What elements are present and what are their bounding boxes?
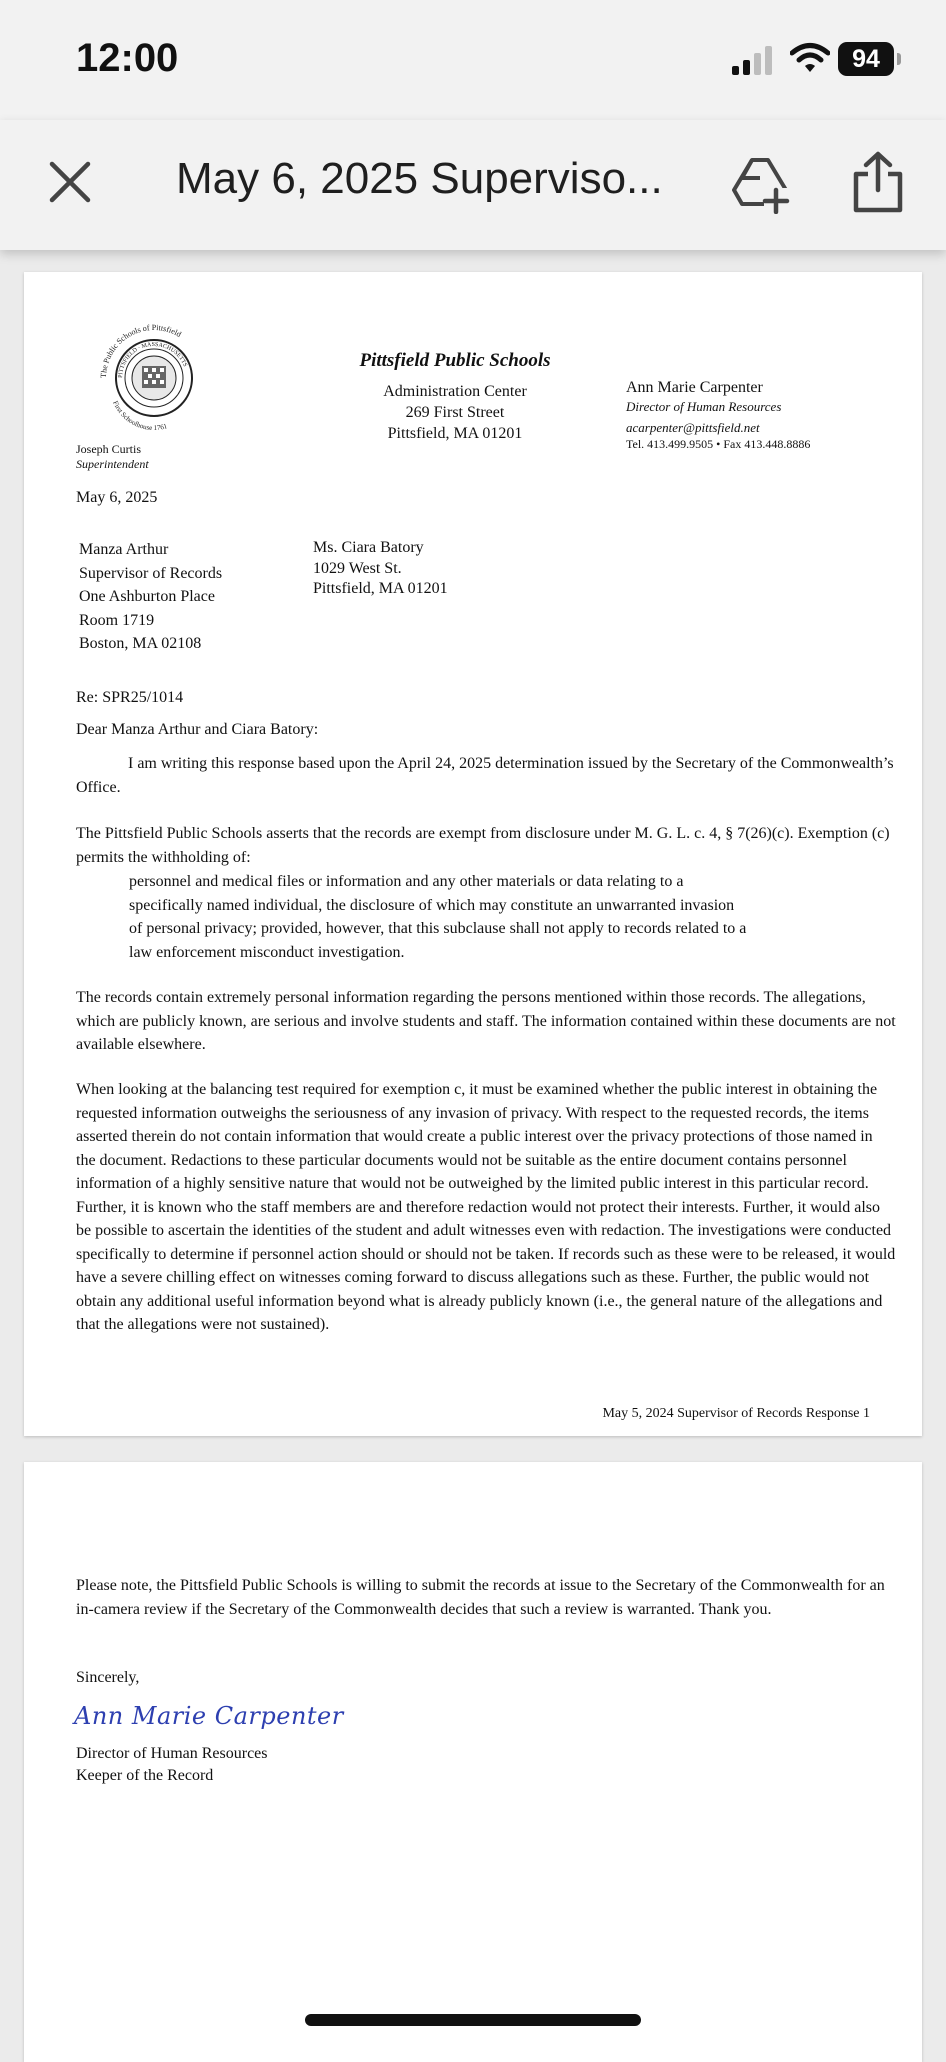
director-phone: Tel. 413.499.9505 • Fax 413.448.8886 xyxy=(626,437,811,451)
seal-text-bottom: First Schoolhouse 1761 xyxy=(111,399,169,433)
document-page-2 xyxy=(24,1462,922,2062)
statute-quote: personnel and medical files or information and any other materials or data relating to a specifically named individual, the disclosure of which may constitute an unwarranted invasion of personal privacy; provided, however, that this subclause shall not apply to records related to a law enforcement misconduct investigation. xyxy=(129,873,747,961)
seal-text-ring: PITTSFIELD · MASSACHUSETTS xyxy=(117,341,188,379)
re-line: Re: SPR25/1014 xyxy=(76,689,184,706)
status-time: 12:00 xyxy=(76,36,179,80)
share-icon[interactable] xyxy=(850,150,906,214)
director-name: Ann Marie Carpenter xyxy=(626,379,763,396)
salutation: Dear Manza Arthur and Ciara Batory: xyxy=(76,721,319,738)
recipient-address-1 xyxy=(79,538,222,656)
org-address-line-2: 269 First Street xyxy=(405,404,505,421)
paragraph-5: Please note, the Pittsfield Public Schools is willing to submit the records at issue to the Secretary of the Commonwealth for an in-camera review if the Secretary of the Commonwealth decides that such a review is warranted. Thank you. xyxy=(76,1577,885,1618)
cellular-signal-icon xyxy=(730,44,774,76)
add-to-drive-icon[interactable] xyxy=(730,154,790,214)
recipient-2-line: Pittsfield, MA 01201 xyxy=(313,580,448,597)
document-title: May 6, 2025 Superviso... xyxy=(176,154,663,203)
paragraph-4: When looking at the balancing test required for exemption c, it must be examined whether the public interest in obtaining the requested information outweighs the seriousness of any invasion of privacy. With respect to the requested records, the items asserted therein do not contain information that would create a public interest over the privacy protections of those named in the document. Redactions to these particular documents would not be suitable as the entire document contains personnel information of a highly sensitive nature that would not be outweighed by the limited public interest in this particular record. Further, it is known who the staff members are and therefore redaction would not protect their interests. Further, it would also be possible to ascertain the identities of the student and adult witnesses even with redaction. The investigations were conducted specifically to determine if personnel action should or should not be taken. If records such as these were to be released, it would have a severe chilling effect on witnesses coming forward to discuss allegations such as these. Further, the public would not obtain any additional useful information beyond what is already publicly known (i.e., the general nature of the allegations and that the allegations were not sustained). xyxy=(76,1081,896,1333)
superintendent-name: Joseph Curtis xyxy=(76,442,142,456)
status-bar xyxy=(0,0,946,120)
seal-text-top: The Public Schools of Pittsfield xyxy=(98,322,183,379)
signer-title-2: Keeper of the Record xyxy=(76,1767,214,1784)
recipient-1-line: Room 1719 xyxy=(79,611,155,629)
close-icon[interactable] xyxy=(44,156,96,208)
org-address-line-3: Pittsfield, MA 01201 xyxy=(387,425,523,442)
school-seal-logo xyxy=(92,316,216,440)
recipient-2-line: Ms. Ciara Batory xyxy=(313,539,424,556)
signer-title-1: Director of Human Resources xyxy=(76,1745,268,1762)
paragraph-2: The Pittsfield Public Schools asserts that the records are exempt from disclosure under M. G. L. c. 4, § 7(26)(c). Exemption (c) permits the withholding of: xyxy=(76,825,890,866)
document-page-1 xyxy=(24,272,922,1436)
org-name: Pittsfield Public Schools xyxy=(359,350,551,371)
battery-tip xyxy=(897,53,901,65)
battery-icon xyxy=(838,42,894,76)
director-block xyxy=(626,378,810,452)
wifi-icon xyxy=(790,42,830,74)
letterhead-center xyxy=(270,350,640,444)
recipient-1-line: One Ashburton Place xyxy=(79,588,215,605)
recipient-address-2 xyxy=(313,538,448,600)
superintendent-title: Superintendent xyxy=(76,457,149,471)
letter-date: May 6, 2025 xyxy=(76,489,158,506)
recipient-1-line: Boston, MA 02108 xyxy=(79,635,202,652)
org-address-line-1: Administration Center xyxy=(383,383,527,400)
director-title: Director of Human Resources xyxy=(626,399,782,414)
paragraph-3: The records contain extremely personal information regarding the persons mentioned within those records. The allegations, which are publicly known, are serious and involve students and staff. The information contained within these documents are not available elsewhere. xyxy=(76,989,896,1053)
battery-level: 94 xyxy=(852,45,880,73)
home-indicator[interactable] xyxy=(305,2014,641,2026)
paragraph-1: I am writing this response based upon the April 24, 2025 determination issued by the Secretary of the Commonwealth’s Office. xyxy=(76,755,894,796)
recipient-2-line: 1029 West St. xyxy=(313,559,402,577)
page-footer: May 5, 2024 Supervisor of Records Response 1 xyxy=(602,1406,870,1421)
recipient-1-line: Supervisor of Records xyxy=(79,564,223,582)
superintendent-block xyxy=(76,442,149,472)
recipient-1-line: Manza Arthur xyxy=(79,541,169,558)
viewer-toolbar xyxy=(0,120,946,250)
closing: Sincerely, xyxy=(76,1669,140,1686)
handwritten-signature: Ann Marie Carpenter xyxy=(74,1702,344,1730)
director-email[interactable]: acarpenter@pittsfield.net xyxy=(626,420,760,435)
